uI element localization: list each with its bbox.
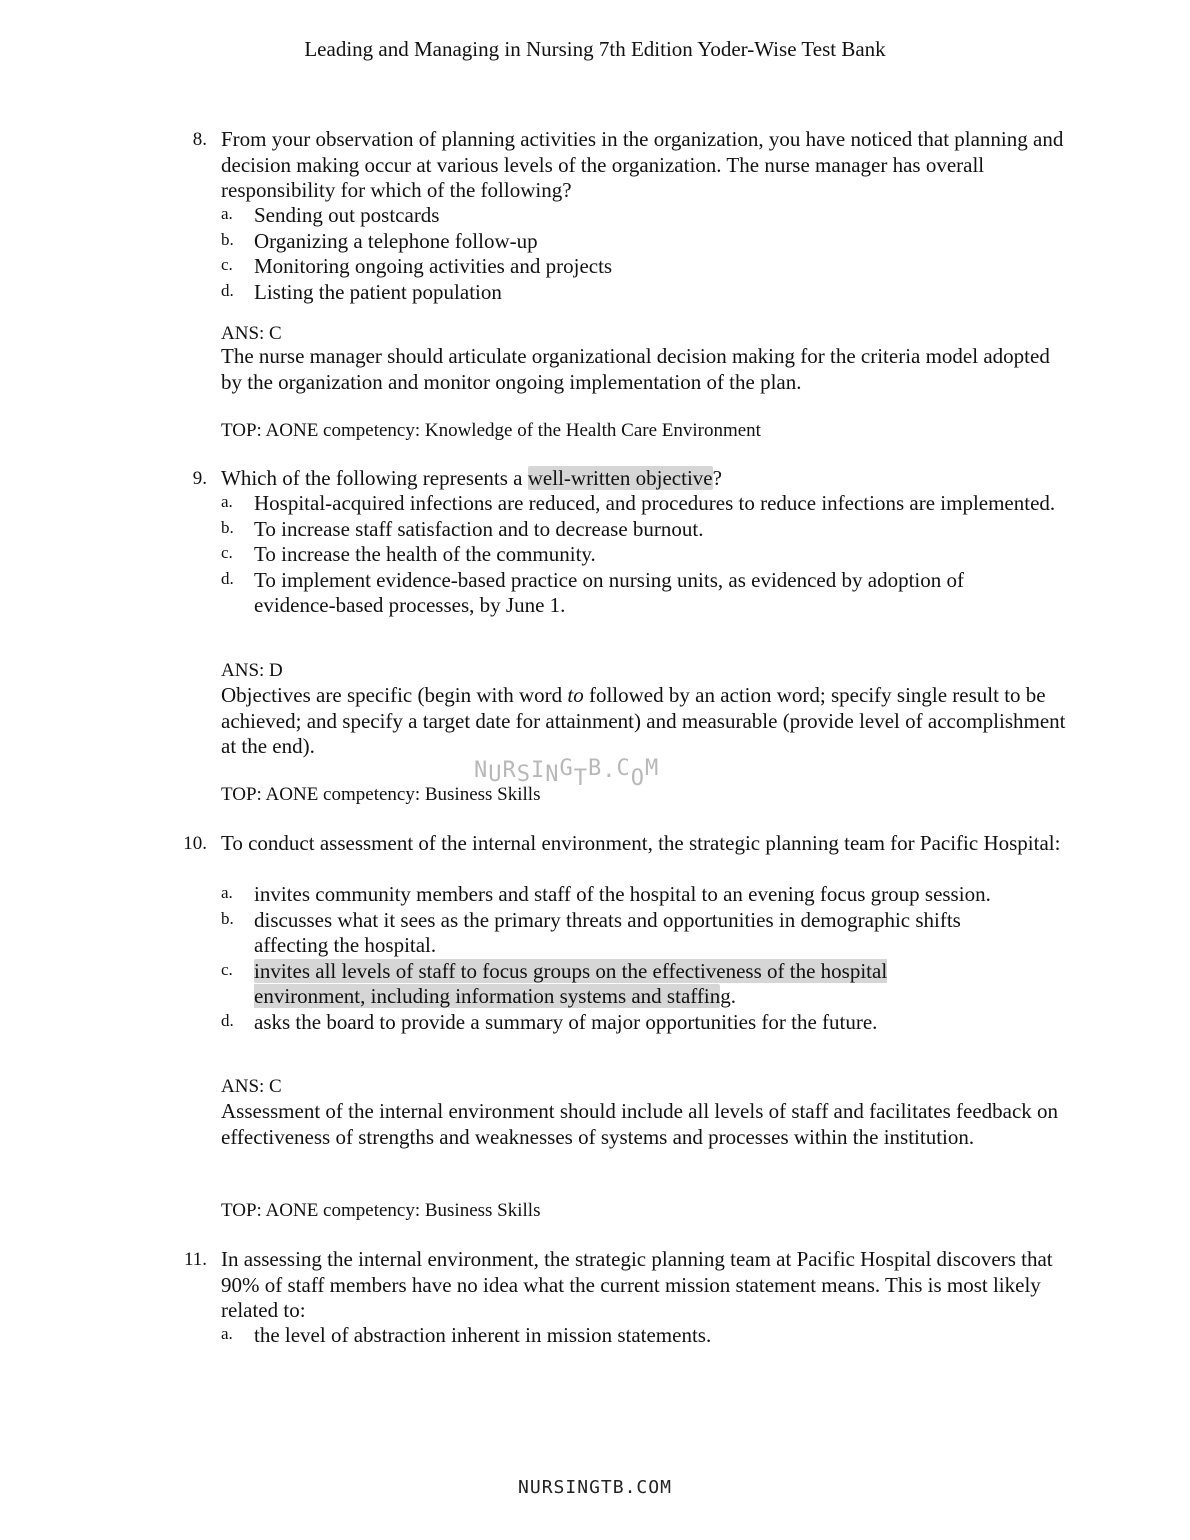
option-b <box>221 229 1071 255</box>
option-d <box>221 280 1071 306</box>
option-text: Listing the patient population <box>254 279 502 304</box>
option-letter: a. <box>221 883 233 902</box>
option-text: Organizing a telephone follow-up <box>254 228 538 253</box>
highlighted-text: invites all levels of staff to focus groups on the effectiveness of the hospital environment, including information systems and staffin <box>254 958 888 1008</box>
option-a <box>221 882 994 908</box>
watermark-char: C <box>616 756 631 781</box>
option-letter: b. <box>221 517 234 537</box>
answer-key: ANS: C <box>221 323 282 344</box>
watermark-char: S <box>516 762 531 787</box>
watermark-char: N <box>474 758 489 783</box>
option-text: invites community members and staff of the hospital to an evening focus group session. <box>254 882 991 906</box>
question-number: 10. <box>183 833 207 854</box>
option-letter: c. <box>221 959 233 979</box>
option-letter: a. <box>221 1324 233 1343</box>
option-letter: c. <box>221 543 233 562</box>
option-text: g. <box>720 984 736 1008</box>
option-letter: c. <box>221 255 233 274</box>
question-number: 9. <box>192 468 207 489</box>
option-letter: b. <box>221 908 234 928</box>
option-d <box>221 568 1024 619</box>
answer-key: ANS: C <box>221 1076 282 1097</box>
watermark-char: N <box>545 762 560 787</box>
watermark-char: U <box>488 762 503 787</box>
option-letter: a. <box>221 492 233 511</box>
option-d <box>221 1010 1071 1036</box>
rationale: The nurse manager should articulate organizational decision making for the criteria model adopted by the organization and monitor ongoing implementation of the plan. <box>221 344 1050 394</box>
option-letter: d. <box>221 568 234 588</box>
option-text: discusses what it sees as the primary threats and opportunities in demographic shifts affecting the hospital. <box>254 907 961 957</box>
watermark <box>474 756 660 791</box>
question-number: 8. <box>192 129 207 150</box>
rationale-text: Objectives are specific (begin with word <box>221 683 568 707</box>
rationale-italic: to <box>567 683 584 707</box>
option-list <box>221 882 1071 1035</box>
rationale <box>221 683 1071 760</box>
page-footer: NURSINGTB.COM <box>518 1477 672 1498</box>
highlighted-text: well-written objective <box>527 466 713 490</box>
topic-line: TOP: AONE competency: Knowledge of the Health Care Environment <box>221 420 761 441</box>
option-a <box>221 1323 1071 1349</box>
option-a <box>221 491 1071 517</box>
option-b <box>221 517 1071 543</box>
option-list <box>221 1323 1071 1349</box>
option-c <box>221 542 1071 568</box>
watermark-char: T <box>573 766 588 791</box>
option-letter: d. <box>221 1010 234 1030</box>
stem-text: Which of the following represents a <box>221 466 528 490</box>
answer-key: ANS: D <box>221 660 283 681</box>
option-list <box>221 203 1071 305</box>
option-a <box>221 203 1071 229</box>
option-text: To increase staff satisfaction and to decrease burnout. <box>254 516 704 541</box>
question-number: 11. <box>183 1249 207 1270</box>
option-c <box>221 254 1071 280</box>
watermark-char: O <box>630 766 645 791</box>
watermark-char: G <box>559 756 574 781</box>
option-list <box>221 491 1071 619</box>
question-stem: To conduct assessment of the internal environment, the strategic planning team for Pacific Hospital: <box>221 831 1061 855</box>
option-text: the level of abstraction inherent in mission statements. <box>254 1323 712 1347</box>
question-stem <box>221 466 1071 492</box>
watermark-char: . <box>602 758 617 783</box>
watermark-char: B <box>588 756 603 781</box>
option-c <box>221 959 994 1010</box>
rationale: Assessment of the internal environment should include all levels of staff and facilitates feedback on effectiveness of strengths and weaknesses of systems and processes within the institution. <box>221 1099 1059 1149</box>
option-b <box>221 908 994 959</box>
option-text: To increase the health of the community. <box>254 542 596 566</box>
option-letter: a. <box>221 204 233 223</box>
watermark-char: M <box>645 756 660 781</box>
question-stem: In assessing the internal environment, the strategic planning team at Pacific Hospital discovers that 90% of staff members have no idea what the current mission statement means. This is most likely related to: <box>221 1247 1053 1322</box>
option-text: Sending out postcards <box>254 203 440 227</box>
watermark-char: I <box>531 758 546 783</box>
rationale-text: followed by an action word; specify single result to be achieved; and specify a target date for attainment) and measurable (provide level of accomplishment at the end). <box>221 683 1066 758</box>
option-text: asks the board to provide a summary of major opportunities for the future. <box>254 1009 878 1034</box>
question-stem: From your observation of planning activities in the organization, you have noticed that planning and decision making occur at various levels of the organization. The nurse manager has overall responsibility for which of the following? <box>221 127 1064 202</box>
option-letter: d. <box>221 280 234 300</box>
topic-line: TOP: AONE competency: Business Skills <box>221 1200 541 1221</box>
option-text: Hospital-acquired infections are reduced, and procedures to reduce infections are implemented. <box>254 491 1056 515</box>
stem-text: ? <box>712 466 722 490</box>
topic-line: TOP: AONE competency: Business Skills <box>221 784 541 805</box>
option-text: To implement evidence-based practice on nursing units, as evidenced by adoption of evidence-based processes, by June 1. <box>254 567 964 617</box>
page-header: Leading and Managing in Nursing 7th Edition Yoder-Wise Test Bank <box>304 37 886 61</box>
option-letter: b. <box>221 229 234 249</box>
option-text: Monitoring ongoing activities and projects <box>254 254 613 278</box>
watermark-char: R <box>502 758 517 783</box>
